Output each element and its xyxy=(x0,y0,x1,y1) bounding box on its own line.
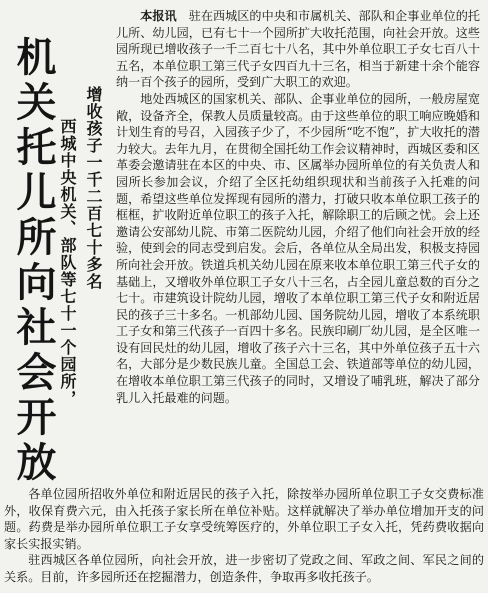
article-body-column xyxy=(116,8,480,482)
paragraph-1 xyxy=(116,8,480,91)
paragraph-1-text: 驻在西城区的中央和市属机关、部队和企事业单位的托儿所、幼儿园，已有七十一个园所扩大收托范围，向社会开放。这些园所现已增收孩子一千二百七十八名，其中外单位职工子女七百八十五名，本单位职工第三代子女四百九十三名，相当于新建十余个能容纳一百个孩子的园所，受到广大职工的欢迎。 xyxy=(116,9,480,90)
subheading-1: 增收孩子一千二百七十多名 xyxy=(84,86,103,290)
headline: 机关托儿所向社会开放 xyxy=(10,36,57,486)
paragraph-2: 地处西城区的国家机关、部队、企事业单位的园所，一般房屋宽敞，设备齐全，保教人员质量较高。由于这些单位的职工响应晚婚和计划生育的号召，入园孩子少了，不少园所“吃不饱”，扩大收托的潜力较大。去年九月，在贯彻全国托幼工作会议精神时，西城区委和区革委会邀请驻在本区的中央、市、区属举办园所单位的有关负责人和园所长参加会议，介绍了全区托幼组织现状和当前孩子入托难的问题，希望这些单位发挥现有园所的潜力，打破只收本单位职工孩子的框框，扩收附近单位职工的孩子入托，解除职工的后顾之忧。会上还邀请公安部幼儿院、市第二医院幼儿园，介绍了他们向社会开放的经验，使到会的同志受到启发。会后，各单位从全局出发，积极支持园所向社会开放。铁道兵机关幼儿园在原来收本单位职工第三代子女的基础上，又增收外单位职工子女八十三名，占全园儿童总数的百分之七十。市建筑设计院幼儿园，增收了本单位职工第三代子女和附近居民的孩子三十多名。一机部幼儿园、国务院幼儿园，增收了本系统职工子女和第三代孩子一百四十多名。民族印刷厂幼儿园，是全区唯一设有回民灶的幼儿园，增收了孩子六十三名，其中外单位孩子五十六名，大部分是少数民族儿童。全国总工会、铁道部等单位的幼儿园，在增收本单位职工第三代孩子的同时，又增设了哺乳班，解决了部分乳儿入托最难的问题。 xyxy=(116,91,480,405)
subheading-2: 西城中央机关、部队等七十一个园所， xyxy=(58,118,77,407)
article-body-bottom xyxy=(4,486,484,590)
paragraph-3: 各单位园所招收外单位和附近居民的孩子入托，除按举办园所单位职工子女交费标准外，收保育费六元，由入托孩子家长所在单位补贴。这样就解决了举办单位增加开支的问题。药费是举办园所单位职工子女享受统筹医疗的，外单位职工子女入托，凭药费收据向家长实报实销。 xyxy=(4,487,484,551)
byline: 本报讯 xyxy=(140,9,177,23)
paragraph-4: 驻西城区各单位园所，向社会开放，进一步密切了党政之间、军政之间、军民之间的关系。目前，许多园所还在挖掘潜力，创造条件，争取再多收托孩子。 xyxy=(4,553,484,584)
